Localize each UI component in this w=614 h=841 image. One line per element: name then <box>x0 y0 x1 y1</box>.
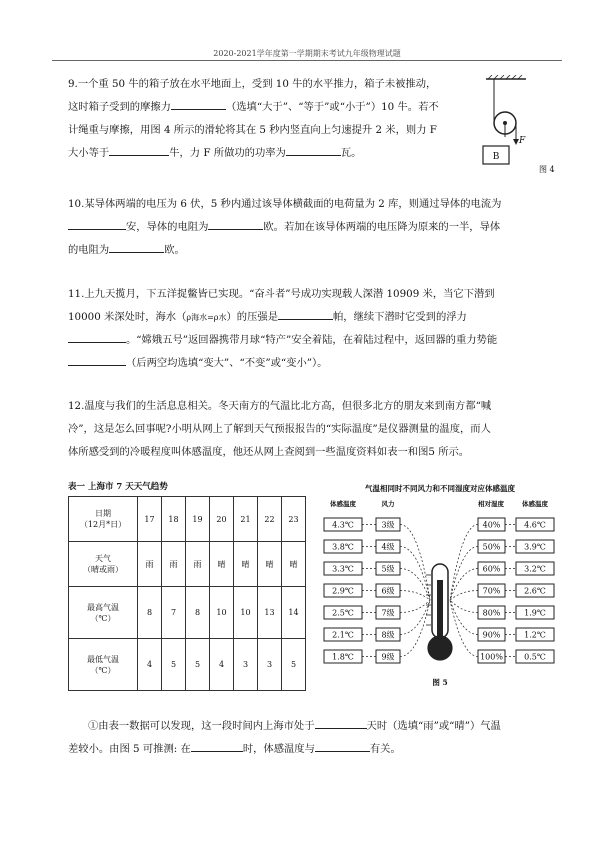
q12-blank-factor[interactable] <box>315 740 370 752</box>
humid-temp-label: 0.5℃ <box>524 652 546 662</box>
table-row-low <box>69 639 306 691</box>
q11-line1: 11.上九天揽月，下五洋捉鳖皆已实现。“奋斗者”号成功实现载人深潜 10909 米，当它下潜到 <box>68 288 495 300</box>
q11-blank-potential[interactable] <box>68 354 126 366</box>
thermometer-bulb <box>428 636 452 660</box>
figure5-caption: 图 5 <box>432 678 448 687</box>
connector-line <box>400 547 430 601</box>
q9-blank-friction[interactable] <box>171 98 226 110</box>
table-cell: 10 <box>234 587 258 639</box>
q12-line2: 冷”，这是怎么回事呢?小明从网上了解到天气预报报告的“实际温度”是仪器测量的温度，而人 <box>68 423 491 435</box>
figure5-col-feel2: 体感温度 <box>522 500 548 508</box>
q12-blank-condition[interactable] <box>191 740 243 752</box>
wind-level-label: 7级 <box>381 608 395 618</box>
row-header-date: 日期 （12月*日） <box>69 497 138 542</box>
q12-line3: 体所感受到的冷暖程度叫体感温度，他还从网上查阅到一些温度资料如表一和图5 所示。 <box>68 446 470 458</box>
table-cell: 晴 <box>210 542 234 587</box>
wind-level-label: 8级 <box>381 630 395 640</box>
humid-temp-label: 2.6℃ <box>524 586 546 596</box>
q10-line1: 10.某导体两端的电压为 6 伏，5 秒内通过该导体横截面的电荷量为 2 库，则通过导体的电流为 <box>68 198 502 210</box>
q10-blank-resistance2[interactable] <box>109 241 164 253</box>
table-cell: 17 <box>138 497 162 542</box>
table-cell: 10 <box>210 587 234 639</box>
table-cell: 4 <box>210 639 234 691</box>
table-cell: 5 <box>186 639 210 691</box>
humidity-label: 70% <box>482 586 501 596</box>
table-cell: 晴 <box>234 542 258 587</box>
question-11 <box>68 283 540 375</box>
figure5-col-feel1: 体感温度 <box>330 500 356 508</box>
wind-level-label: 5级 <box>381 564 395 574</box>
connector-line <box>450 600 478 613</box>
pulley-figure <box>478 75 558 175</box>
table-cell: 雨 <box>186 542 210 587</box>
connector-line <box>450 600 478 657</box>
wind-temp-label: 2.1℃ <box>332 630 354 640</box>
table-cell: 5 <box>162 639 186 691</box>
wind-temp-label: 3.8℃ <box>332 542 354 552</box>
q9-blank-power[interactable] <box>286 144 341 156</box>
connector-line <box>400 591 430 601</box>
header-divider <box>52 60 562 61</box>
table-cell: 14 <box>282 587 306 639</box>
connector-line <box>450 569 478 601</box>
weather-table <box>68 496 306 691</box>
question-12-subquestions <box>68 715 540 761</box>
question-12 <box>68 395 540 464</box>
q12-line1: 12.温度与我们的生活息息相关。冬天南方的气温比北方高，但很多北方的朋友来到南方都“喊 <box>68 400 492 412</box>
q9-line2: 这时箱子受到的摩擦力 （选填“大于”、“等于”或“小于”）10 牛。若不 <box>68 96 473 119</box>
table-cell: 13 <box>258 587 282 639</box>
table1-title: 表一 上海市 7 天天气趋势 <box>68 482 168 492</box>
table-cell: 23 <box>282 497 306 542</box>
question-10 <box>68 193 540 262</box>
table-cell: 21 <box>234 497 258 542</box>
humid-temp-label: 3.2℃ <box>524 564 546 574</box>
q9-line3: 计绳重与摩擦，用图 4 所示的滑轮将其在 5 秒内竖直向上匀速提升 2 米，则力 F <box>68 124 437 136</box>
wind-temp-label: 4.3℃ <box>332 520 354 530</box>
table-cell: 18 <box>162 497 186 542</box>
humidity-label: 80% <box>482 608 501 618</box>
table-cell: 晴 <box>282 542 306 587</box>
q10-blank-resistance[interactable] <box>208 218 263 230</box>
connector-line <box>400 569 430 601</box>
row-header-high: 最高气温 （℃） <box>69 587 138 639</box>
wind-level-label: 3级 <box>381 520 395 530</box>
wind-temp-label: 1.8℃ <box>332 652 354 662</box>
table-cell: 20 <box>210 497 234 542</box>
table-cell: 5 <box>282 639 306 691</box>
humidity-label: 60% <box>482 564 501 574</box>
humidity-label: 50% <box>482 542 501 552</box>
table-row-date <box>69 497 306 542</box>
humidity-label: 100% <box>480 652 503 662</box>
humid-temp-label: 4.6℃ <box>524 520 546 530</box>
page-header: 2020-2021学年度第一学期期末考试九年级物理试题 <box>213 49 401 58</box>
block-label: B <box>492 152 500 162</box>
table1-container <box>68 480 310 692</box>
table-cell: 8 <box>186 587 210 639</box>
connector-line <box>450 525 478 601</box>
force-label: F <box>519 136 526 146</box>
q11-line3: 。“嫦娥五号”返回器携带月球“特产”安全着陆，在着陆过程中，返回器的重力势能 <box>68 329 540 352</box>
humid-temp-label: 1.9℃ <box>524 608 546 618</box>
q12-sub1: ①由表一数据可以发现，这一段时间内上海市处于 天时（选填“雨”或“晴”）气温 <box>68 715 540 738</box>
thermometer-mercury <box>437 580 443 640</box>
connector-line <box>450 547 478 601</box>
q11-blank-buoyancy[interactable] <box>68 331 126 343</box>
table-cell: 4 <box>138 639 162 691</box>
wind-temp-label: 2.5℃ <box>332 608 354 618</box>
table-cell: 3 <box>258 639 282 691</box>
q9-line1: 9.一个重 50 牛的箱子放在水平地面上，受到 10 牛的水平推力，箱子未被推动， <box>68 78 437 90</box>
table-cell: 22 <box>258 497 282 542</box>
table-cell: 雨 <box>138 542 162 587</box>
wind-level-label: 6级 <box>381 586 395 596</box>
figure4-label: 图 4 <box>539 165 555 174</box>
q10-blank-current[interactable] <box>68 218 126 230</box>
figure5-col-wind: 风力 <box>381 500 395 508</box>
figure5-diagram <box>318 480 562 695</box>
q12-sub2: 差较小。由图 5 可推测: 在 时，体感温度与 有关。 <box>68 738 540 761</box>
row-header-low: 最低气温 （℃） <box>69 639 138 691</box>
q11-line2: 10000 米深处时，海水（ρ海水=ρ水）的压强是 帕，继续下潜时它受到的浮力 <box>68 306 540 329</box>
humidity-label: 90% <box>482 630 501 640</box>
figure5-col-humidity: 相对湿度 <box>478 500 504 508</box>
table-cell: 8 <box>138 587 162 639</box>
q11-blank-pressure[interactable] <box>278 308 333 320</box>
connector-line <box>400 525 430 601</box>
q9-line4: 大小等于 牛，力 F 所做功的功率为 瓦。 <box>68 142 473 165</box>
humid-temp-label: 3.9℃ <box>524 542 546 552</box>
figure5-title: 气温相同时不同风力和不同湿度对应体感温度 <box>365 484 515 493</box>
wind-temp-label: 2.9℃ <box>332 586 354 596</box>
table-row-high <box>69 587 306 639</box>
table-cell: 雨 <box>162 542 186 587</box>
table-row-weather <box>69 542 306 587</box>
connector-line <box>400 600 430 657</box>
question-9 <box>68 73 473 165</box>
table-cell: 晴 <box>258 542 282 587</box>
q10-line2: 安，导体的电阻为 欧。若加在该导体两端的电压降为原来的一半，导体 <box>68 216 540 239</box>
q11-line4: （后两空均选填“变大”、“不变”或“变小”）。 <box>68 352 540 375</box>
row-header-weather: 天气 （晴或雨） <box>69 542 138 587</box>
q9-blank-force[interactable] <box>109 144 169 156</box>
connector-line <box>450 591 478 601</box>
wind-temp-label: 3.3℃ <box>332 564 354 574</box>
table-cell: 19 <box>186 497 210 542</box>
q10-line3: 的电阻为 欧。 <box>68 239 540 262</box>
q12-blank-weather[interactable] <box>315 717 367 729</box>
figure5 <box>318 480 562 695</box>
humid-temp-label: 1.2℃ <box>524 630 546 640</box>
table-cell: 7 <box>162 587 186 639</box>
humidity-label: 40% <box>482 520 501 530</box>
wind-level-label: 9级 <box>381 652 395 662</box>
wind-level-label: 4级 <box>381 542 395 552</box>
table-cell: 3 <box>234 639 258 691</box>
